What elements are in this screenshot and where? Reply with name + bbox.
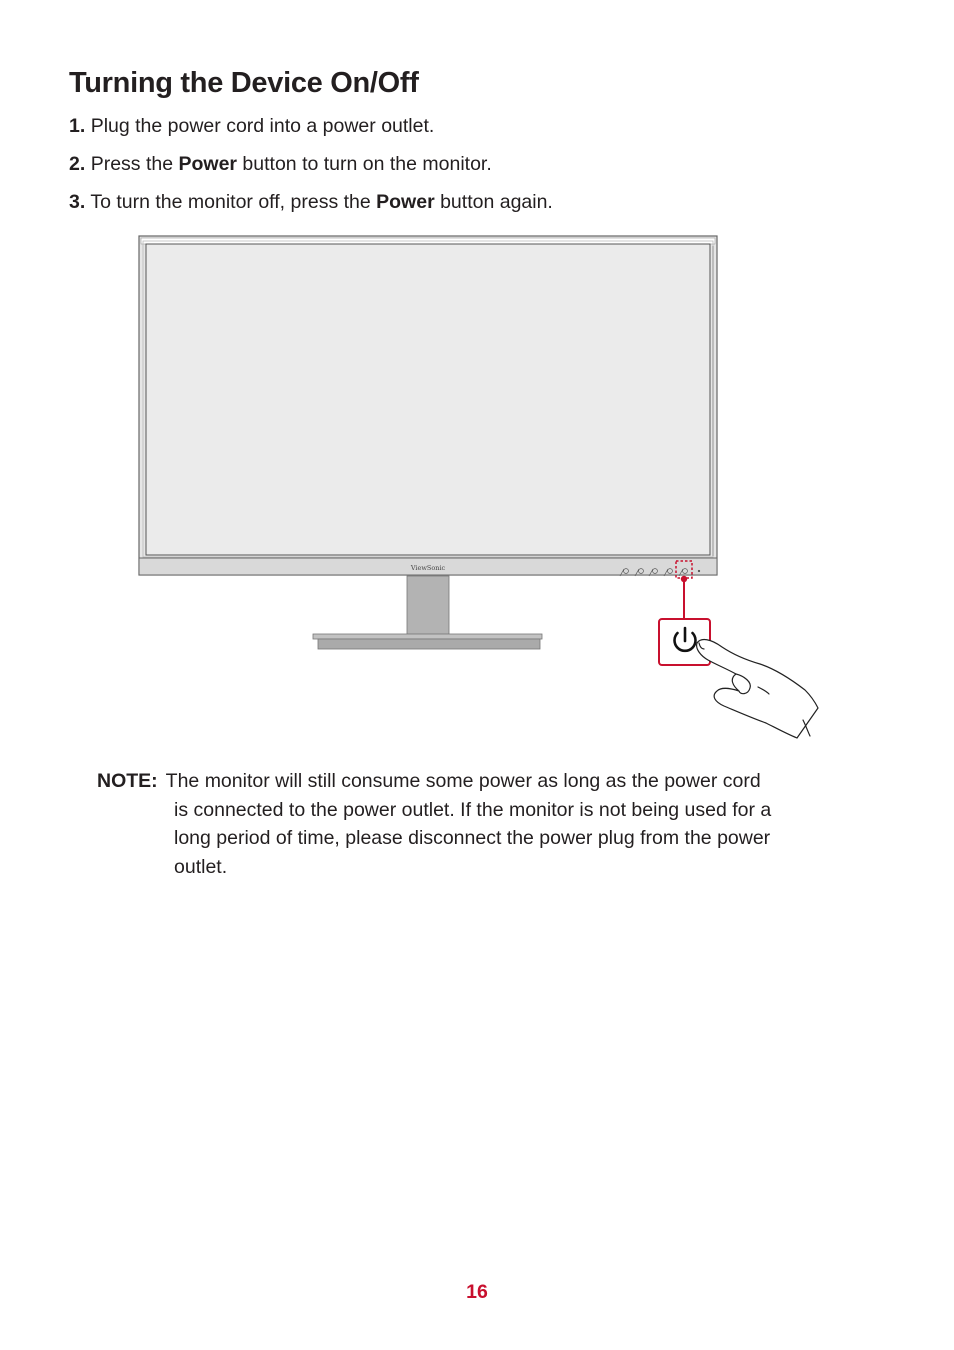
- note-line-2: is connected to the power outlet. If the monitor is not being used for a: [174, 798, 772, 821]
- power-keyword: Power: [178, 153, 238, 175]
- step-text: To turn the monitor off, press the: [90, 191, 377, 213]
- note-line-1: The monitor will still consume some power as long as the power cord: [165, 770, 761, 792]
- note-label: NOTE:: [97, 770, 158, 792]
- monitor-illustration: [130, 228, 830, 748]
- step-number: 2.: [69, 153, 86, 175]
- step-text: Plug the power cord into a power outlet.: [90, 115, 435, 137]
- page-number: 16: [466, 1281, 488, 1303]
- monitor-screen: [146, 244, 710, 555]
- step-3: [69, 189, 553, 215]
- brand-logo: ViewSonic: [410, 564, 446, 572]
- step-text-end: button again.: [434, 191, 553, 213]
- page-title: Turning the Device On/Off: [69, 67, 419, 99]
- step-number: 3.: [69, 191, 86, 213]
- pointing-hand-icon: [697, 640, 818, 738]
- power-keyword: Power: [376, 191, 435, 213]
- monitor-stand-base: [313, 634, 542, 639]
- monitor-stand-neck: [407, 576, 449, 635]
- step-1: [69, 113, 434, 139]
- step-2: [69, 151, 492, 177]
- step-text-end: button to turn on the monitor.: [237, 153, 492, 175]
- step-number: 1.: [69, 115, 86, 137]
- note-line-3: long period of time, please disconnect the power plug from the power: [174, 827, 771, 849]
- note-line-4: outlet.: [174, 855, 228, 878]
- step-text: Press the: [90, 153, 179, 175]
- note-block: [97, 767, 877, 881]
